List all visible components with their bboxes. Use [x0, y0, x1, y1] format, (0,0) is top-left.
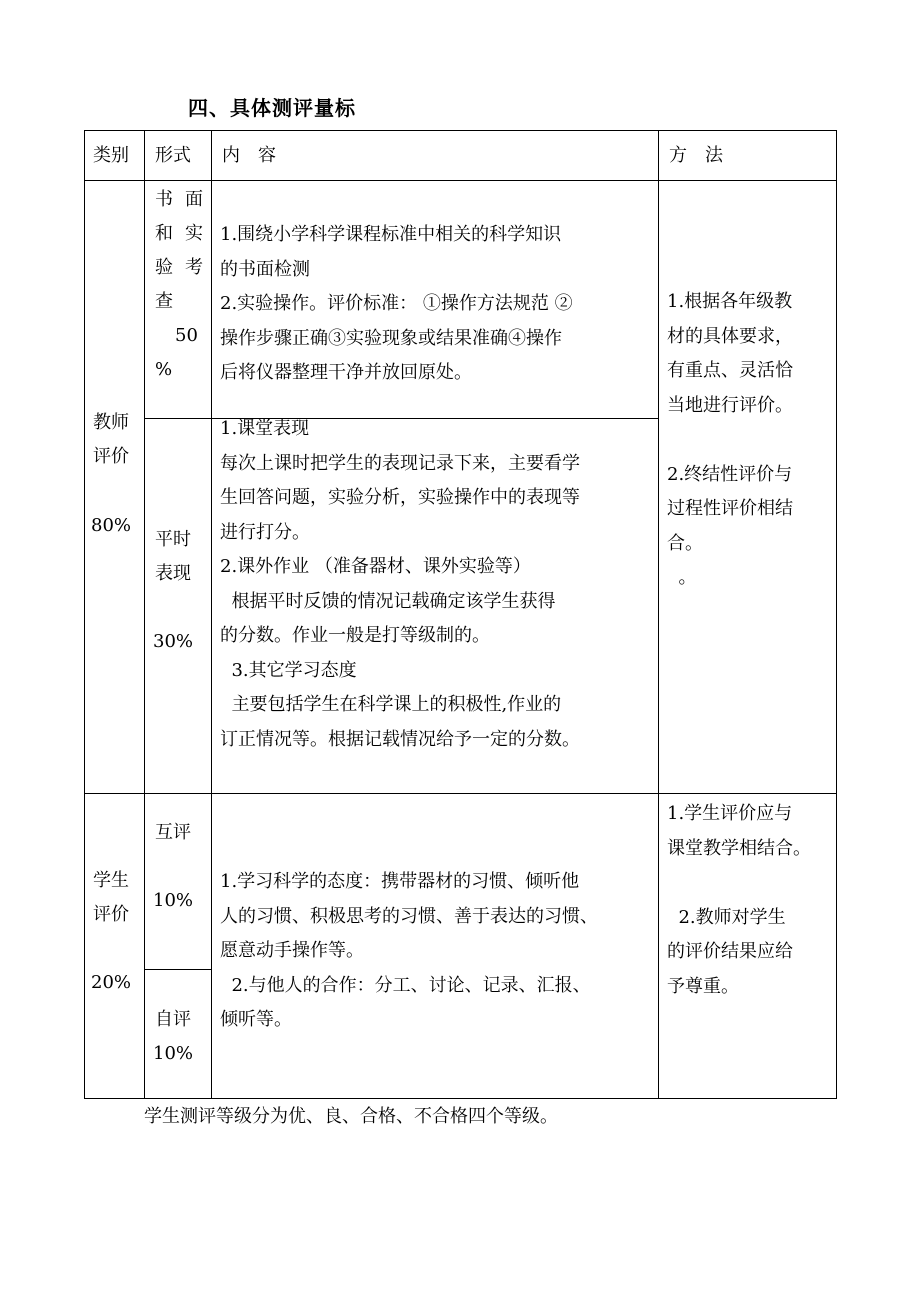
- daily-form-cell: [145, 419, 212, 794]
- teacher-method-line: 材的具体要求，: [667, 325, 793, 347]
- written-form-line3: 验考: [155, 257, 215, 278]
- daily-content-line: 3.其它学习态度: [220, 659, 357, 681]
- student-method-line: 1.学生评价应与: [667, 803, 793, 824]
- header-category-cell: [85, 131, 145, 181]
- self-pct: 10%: [153, 1043, 194, 1064]
- teacher-method-cell: [659, 181, 836, 794]
- student-content-line: 1.学习科学的态度：携带器材的习惯、倾听他: [220, 871, 580, 892]
- daily-content-line: 的分数。作业一般是打等级制的。: [220, 625, 490, 646]
- header-form: 形式: [155, 145, 191, 166]
- written-content-line: 1.围绕小学科学课程标准中相关的科学知识: [220, 224, 562, 245]
- self-form-cell: [145, 970, 212, 1098]
- student-method-line: 予尊重。: [667, 975, 739, 997]
- header-content: 内 容: [222, 145, 276, 166]
- student-method-line: 课堂教学相结合。: [667, 837, 811, 859]
- header-content-cell: [212, 131, 659, 181]
- student-method-line: 2.教师对学生: [667, 906, 786, 928]
- teacher-method-line: 。: [667, 567, 697, 588]
- teacher-method-line: 2.终结性评价与: [667, 463, 793, 485]
- teacher-category-cell: [85, 181, 145, 794]
- section-heading: 四、具体测评量标: [188, 96, 356, 120]
- teacher-method-text: [667, 285, 793, 596]
- daily-form-line2: 表现: [155, 563, 191, 584]
- header-method: 方 法: [669, 145, 723, 166]
- written-form-pct-a: 50: [175, 325, 198, 346]
- written-content-line: 操作步骤正确③实验现象或结果准确④操作: [220, 327, 562, 349]
- teacher-method-line: 合。: [667, 532, 703, 554]
- written-form-cell: [145, 181, 215, 419]
- peer-form-cell: [145, 794, 212, 970]
- student-category-cell: [85, 794, 145, 1098]
- teacher-category-line2: 评价: [93, 446, 129, 467]
- student-content-line: 2.与他人的合作：分工、讨论、记录、汇报、: [220, 974, 591, 996]
- student-method-cell: [659, 794, 836, 1098]
- written-form-line4: 查: [155, 291, 173, 312]
- daily-content-line: 订正情况等。根据记载情况给予一定的分数。: [220, 728, 580, 750]
- teacher-method-line: 1.根据各年级教: [667, 291, 793, 312]
- student-category-pct: 20%: [91, 972, 132, 993]
- teacher-method-line: [667, 423, 793, 458]
- daily-content-line: 1.课堂表现: [220, 418, 310, 439]
- evaluation-table: [84, 130, 837, 1099]
- daily-form-pct: 30%: [153, 631, 194, 652]
- written-content-line: 的书面检测: [220, 258, 310, 280]
- student-content-cell: [212, 794, 659, 1098]
- student-category-line2: 评价: [93, 904, 129, 925]
- student-content-line: 倾听等。: [220, 1009, 292, 1030]
- teacher-method-line: 过程性评价相结: [667, 498, 793, 519]
- daily-content-cell: [212, 419, 659, 794]
- teacher-category-line1: 教师: [93, 412, 129, 433]
- written-form-pct-b: %: [155, 359, 173, 380]
- daily-content-line: 2.课外作业 （准备器材、课外实验等）: [220, 556, 531, 577]
- teacher-method-line: 有重点、灵活恰: [667, 360, 793, 381]
- student-content-text: [220, 865, 598, 1038]
- footer-note: 学生测评等级分为优、良、合格、不合格四个等级。: [144, 1106, 558, 1127]
- written-form-line2: 和实: [155, 223, 215, 244]
- written-form-line1: 书面: [155, 189, 215, 210]
- student-method-text: [667, 797, 811, 1004]
- written-content-line: 后将仪器整理干净并放回原处。: [220, 362, 472, 383]
- self-label: 自评: [155, 1009, 191, 1030]
- header-form-cell: [145, 131, 212, 181]
- header-category: 类别: [93, 145, 129, 166]
- header-method-cell: [659, 131, 836, 181]
- written-content-text: [220, 218, 573, 391]
- student-category-line1: 学生: [93, 870, 129, 891]
- daily-content-text: [220, 412, 580, 757]
- peer-pct: 10%: [153, 890, 194, 911]
- peer-label: 互评: [155, 822, 191, 843]
- teacher-category-pct: 80%: [91, 515, 132, 536]
- daily-form-line1: 平时: [155, 529, 191, 550]
- daily-content-line: 主要包括学生在科学课上的积极性,作业的: [220, 694, 562, 715]
- student-content-line: 人的习惯、积极思考的习惯、善于表达的习惯、: [220, 905, 598, 927]
- daily-content-line: 进行打分。: [220, 521, 310, 543]
- student-method-line: 的评价结果应给: [667, 941, 793, 962]
- student-content-line: 愿意动手操作等。: [220, 940, 364, 961]
- daily-content-line: 生回答问题，实验分析，实验操作中的表现等: [220, 487, 580, 508]
- written-content-cell: [212, 181, 659, 419]
- student-method-line: [667, 866, 811, 901]
- written-content-line: 2.实验操作。评价标准： ①操作方法规范 ②: [220, 293, 573, 314]
- teacher-method-line: 当地进行评价。: [667, 394, 793, 416]
- daily-content-line: 根据平时反馈的情况记载确定该学生获得: [220, 590, 556, 612]
- daily-content-line: 每次上课时把学生的表现记录下来，主要看学: [220, 452, 580, 474]
